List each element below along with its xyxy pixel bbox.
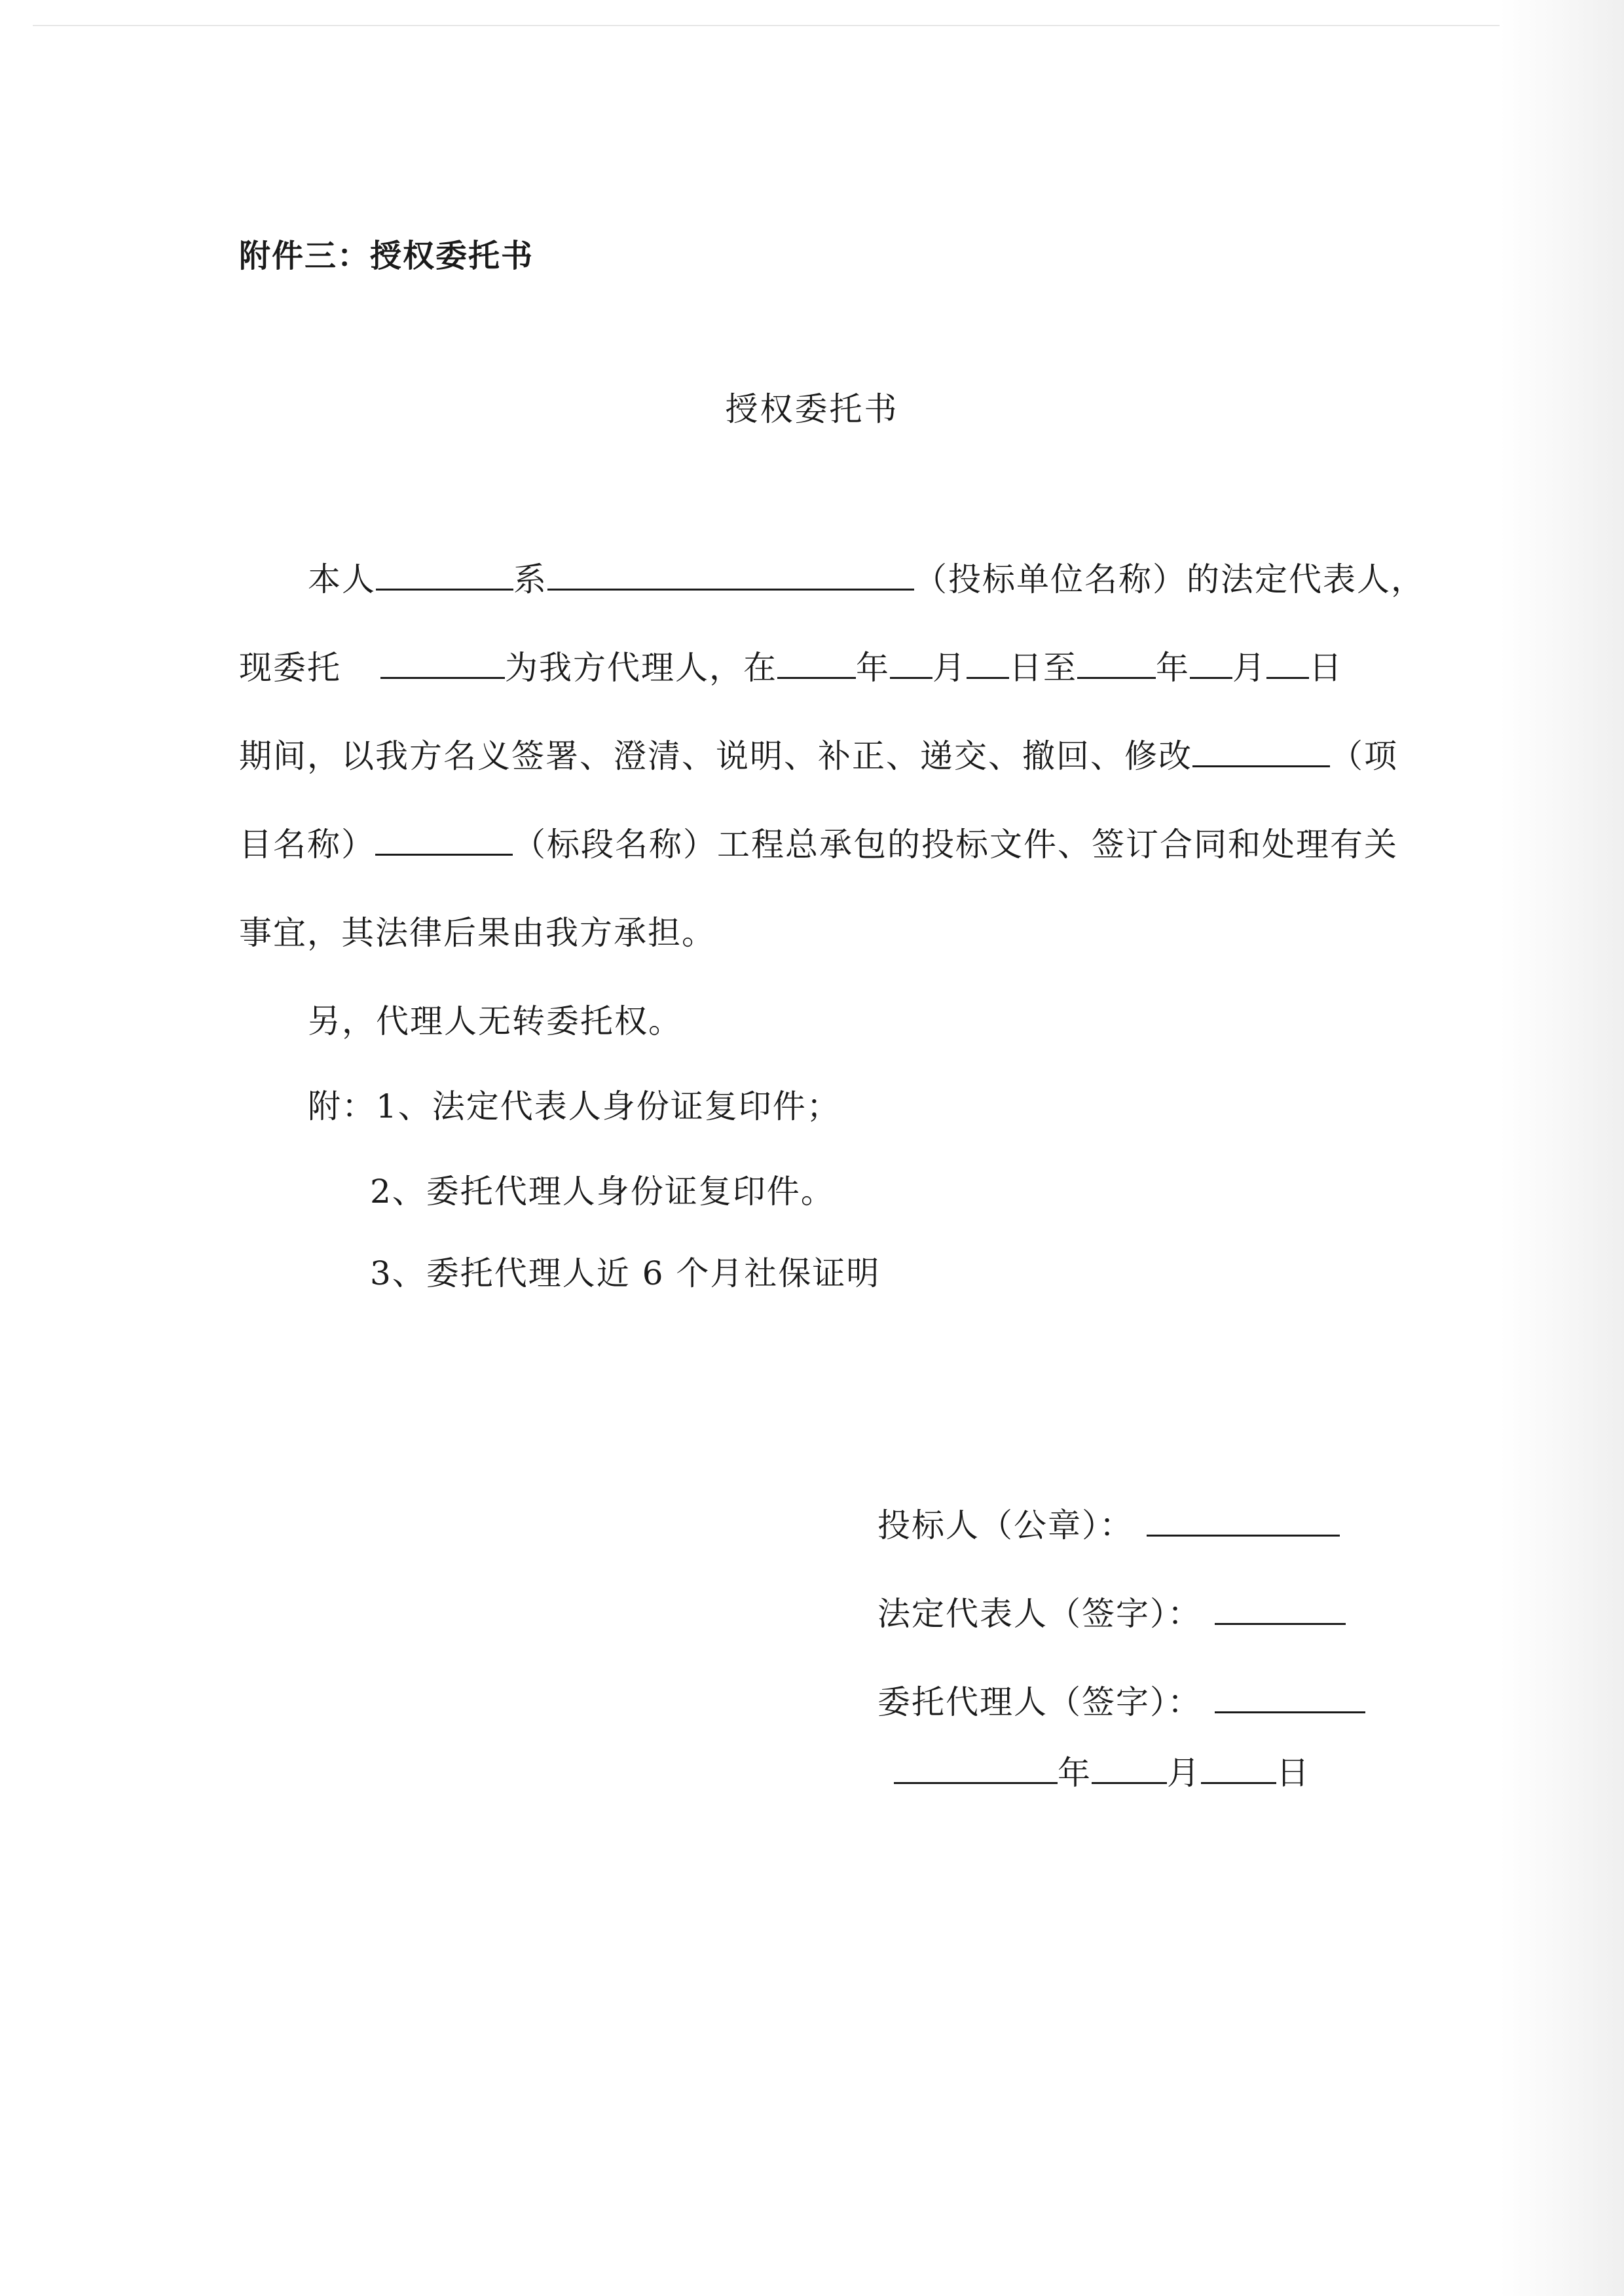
signature-date-line	[894, 1747, 1310, 1794]
text: 月	[932, 649, 967, 687]
text: 附：	[308, 1087, 376, 1125]
text: （标段名称）工程总承包的投标文件、签订合同和处理有关	[513, 826, 1398, 864]
blank-project	[1192, 738, 1330, 767]
text: 日	[1309, 649, 1343, 687]
text: 1、法定代表人身份证复印件；	[376, 1087, 841, 1125]
body-line-5: 事宜，其法律后果由我方承担。	[239, 914, 716, 952]
body-line-2	[239, 642, 1343, 689]
text: 委托代理人（签字）：	[877, 1683, 1202, 1721]
document-title: 授权委托书	[725, 390, 899, 428]
blank-month-start	[890, 649, 932, 679]
scan-edge	[33, 25, 1526, 26]
blank-sign-year	[894, 1755, 1058, 1784]
blank-year-start	[777, 649, 856, 679]
text: 系	[513, 560, 547, 598]
legal-rep-signature-line	[877, 1588, 1346, 1635]
blank-agent	[380, 649, 505, 679]
blank-agent-sign	[1215, 1684, 1365, 1713]
text: 年	[1156, 649, 1190, 687]
text: 现委托	[239, 649, 341, 687]
text: 目名称）	[239, 826, 375, 864]
agent-signature-line	[877, 1676, 1365, 1723]
text: 日至	[1009, 649, 1077, 687]
text: 法定代表人（签字）：	[877, 1595, 1202, 1633]
blank-bidder-seal	[1147, 1507, 1340, 1537]
blank-name	[376, 561, 513, 591]
bidder-seal-line	[877, 1499, 1340, 1546]
blank-sign-month	[1092, 1755, 1167, 1784]
body-line-4	[239, 818, 1398, 866]
attachment-item-3: 3、委托代理人近 6 个月社保证明	[370, 1254, 881, 1292]
text: 年	[1058, 1754, 1092, 1792]
attachment-item-2: 2、委托代理人身份证复印件。	[370, 1173, 835, 1211]
blank-legal-rep-sign	[1215, 1595, 1346, 1625]
text: （投标单位名称）的法定代表人，	[914, 560, 1425, 598]
blank-section	[375, 826, 513, 856]
blank-month-end	[1190, 649, 1232, 679]
body-line-1	[308, 553, 1425, 600]
attachment-item-1	[308, 1080, 841, 1127]
text: 期间，以我方名义签署、澄清、说明、补正、递交、撤回、修改	[239, 737, 1192, 775]
blank-company	[547, 561, 914, 591]
no-subdelegation-note: 另，代理人无转委托权。	[308, 1002, 682, 1040]
blank-sign-day	[1201, 1755, 1276, 1784]
body-line-3	[239, 730, 1398, 777]
text: 投标人（公章）：	[877, 1506, 1134, 1544]
blank-year-end	[1077, 649, 1156, 679]
text: 月	[1232, 649, 1266, 687]
scan-shadow	[1500, 0, 1624, 2296]
text: 月	[1167, 1754, 1201, 1792]
text: 日	[1276, 1754, 1310, 1792]
blank-day-start	[967, 649, 1009, 679]
text: 为我方代理人，在	[505, 649, 777, 687]
text: 年	[856, 649, 890, 687]
text: 本人	[308, 560, 376, 598]
blank-day-end	[1266, 649, 1309, 679]
text: （项	[1330, 737, 1398, 775]
attachment-title: 附件三：授权委托书	[239, 238, 534, 274]
